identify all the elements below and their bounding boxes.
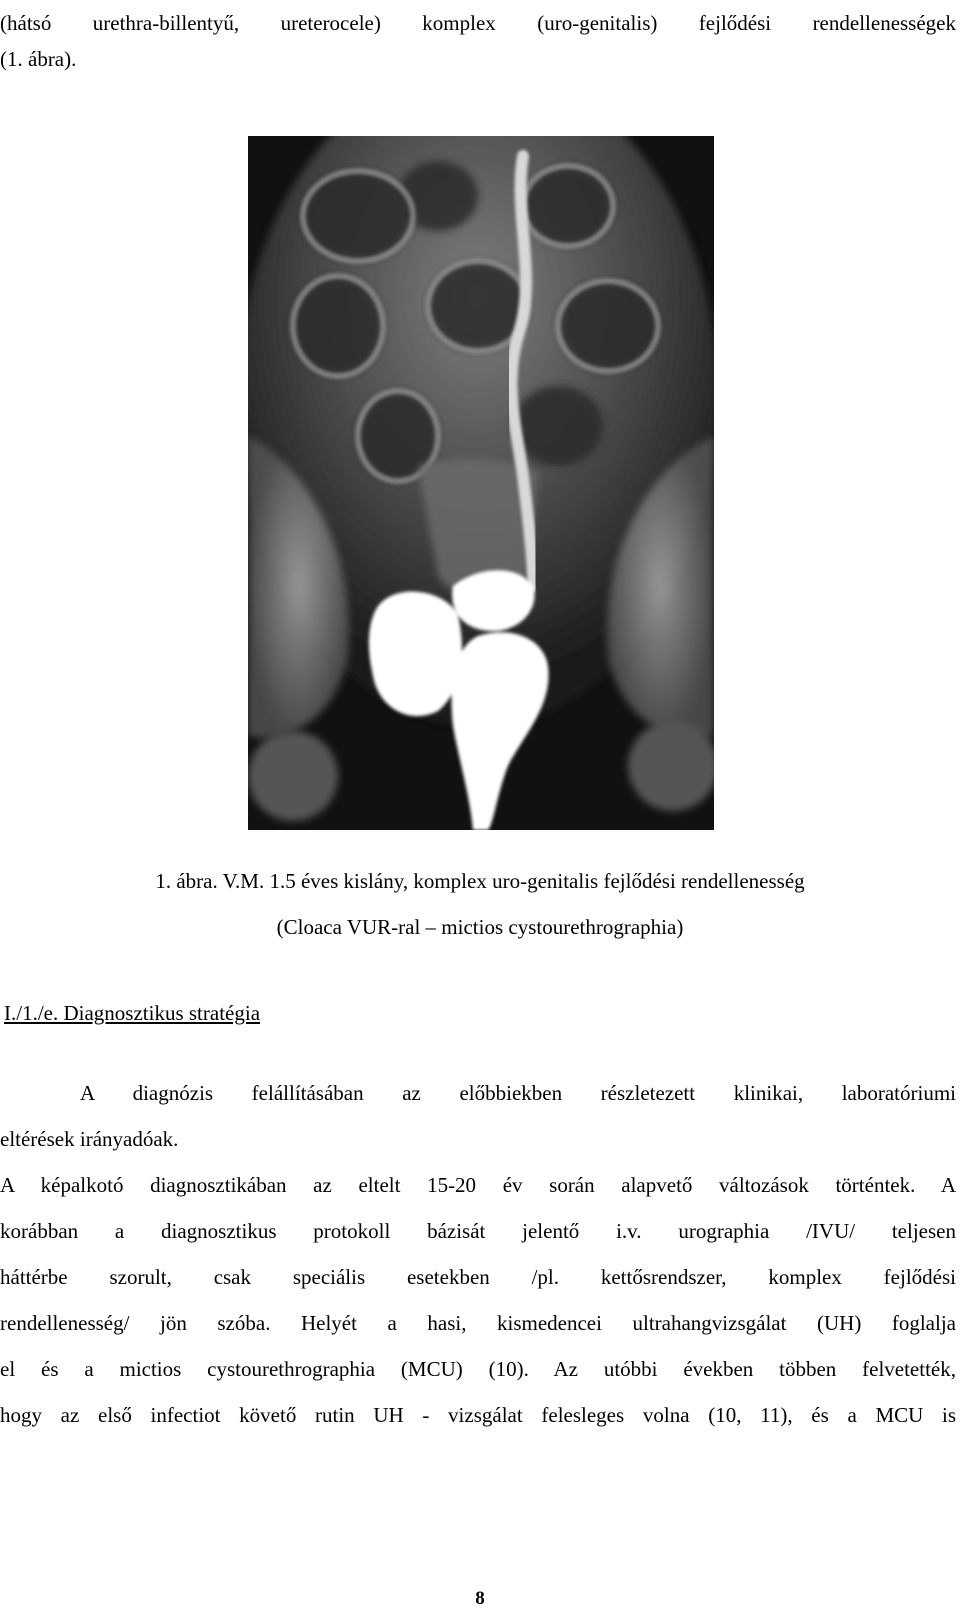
page-number: 8 (475, 1588, 485, 1609)
xray-image (248, 136, 714, 830)
body-line-3: A képalkotó diagnosztikában az eltelt 15-20 év során alapvető változások történtek. A (0, 1173, 956, 1197)
figure-caption-line-1: 1. ábra. V.M. 1.5 éves kislány, komplex uro-genitalis fejlődési rendellenesség (155, 869, 805, 893)
section-heading: I./1./e. Diagnosztikus stratégia (4, 1001, 261, 1025)
text-line-1: (hátsó urethra-billentyű, ureterocele) komplex (uro-genitalis) fejlődési rendellenességek (0, 11, 956, 35)
figure-caption-line-2: (Cloaca VUR-ral – mictios cystourethrographia) (276, 915, 684, 939)
body-line-2: eltérések irányadóak. (0, 1127, 179, 1151)
body-line-6: rendellenesség/ jön szóba. Helyét a hasi, kismedencei ultrahangvizsgálat (UH) foglalja (0, 1311, 956, 1335)
body-line-1: A diagnózis felállításában az előbbiekben részletezett klinikai, laboratóriumi (80, 1081, 956, 1105)
text-line-2: (1. ábra). (0, 47, 77, 71)
body-line-8: hogy az első infectiot követő rutin UH - vizsgálat felesleges volna (10, 11), és a MCU is (0, 1403, 956, 1427)
body-line-4: korábban a diagnosztikus protokoll bázisát jelentő i.v. urographia /IVU/ teljesen (0, 1219, 956, 1243)
body-line-7: el és a mictios cystourethrographia (MCU) (10). Az utóbbi években többen felvetették, (0, 1357, 956, 1381)
body-line-5: háttérbe szorult, csak speciális esetekben /pl. kettősrendszer, komplex fejlődési (0, 1265, 956, 1289)
